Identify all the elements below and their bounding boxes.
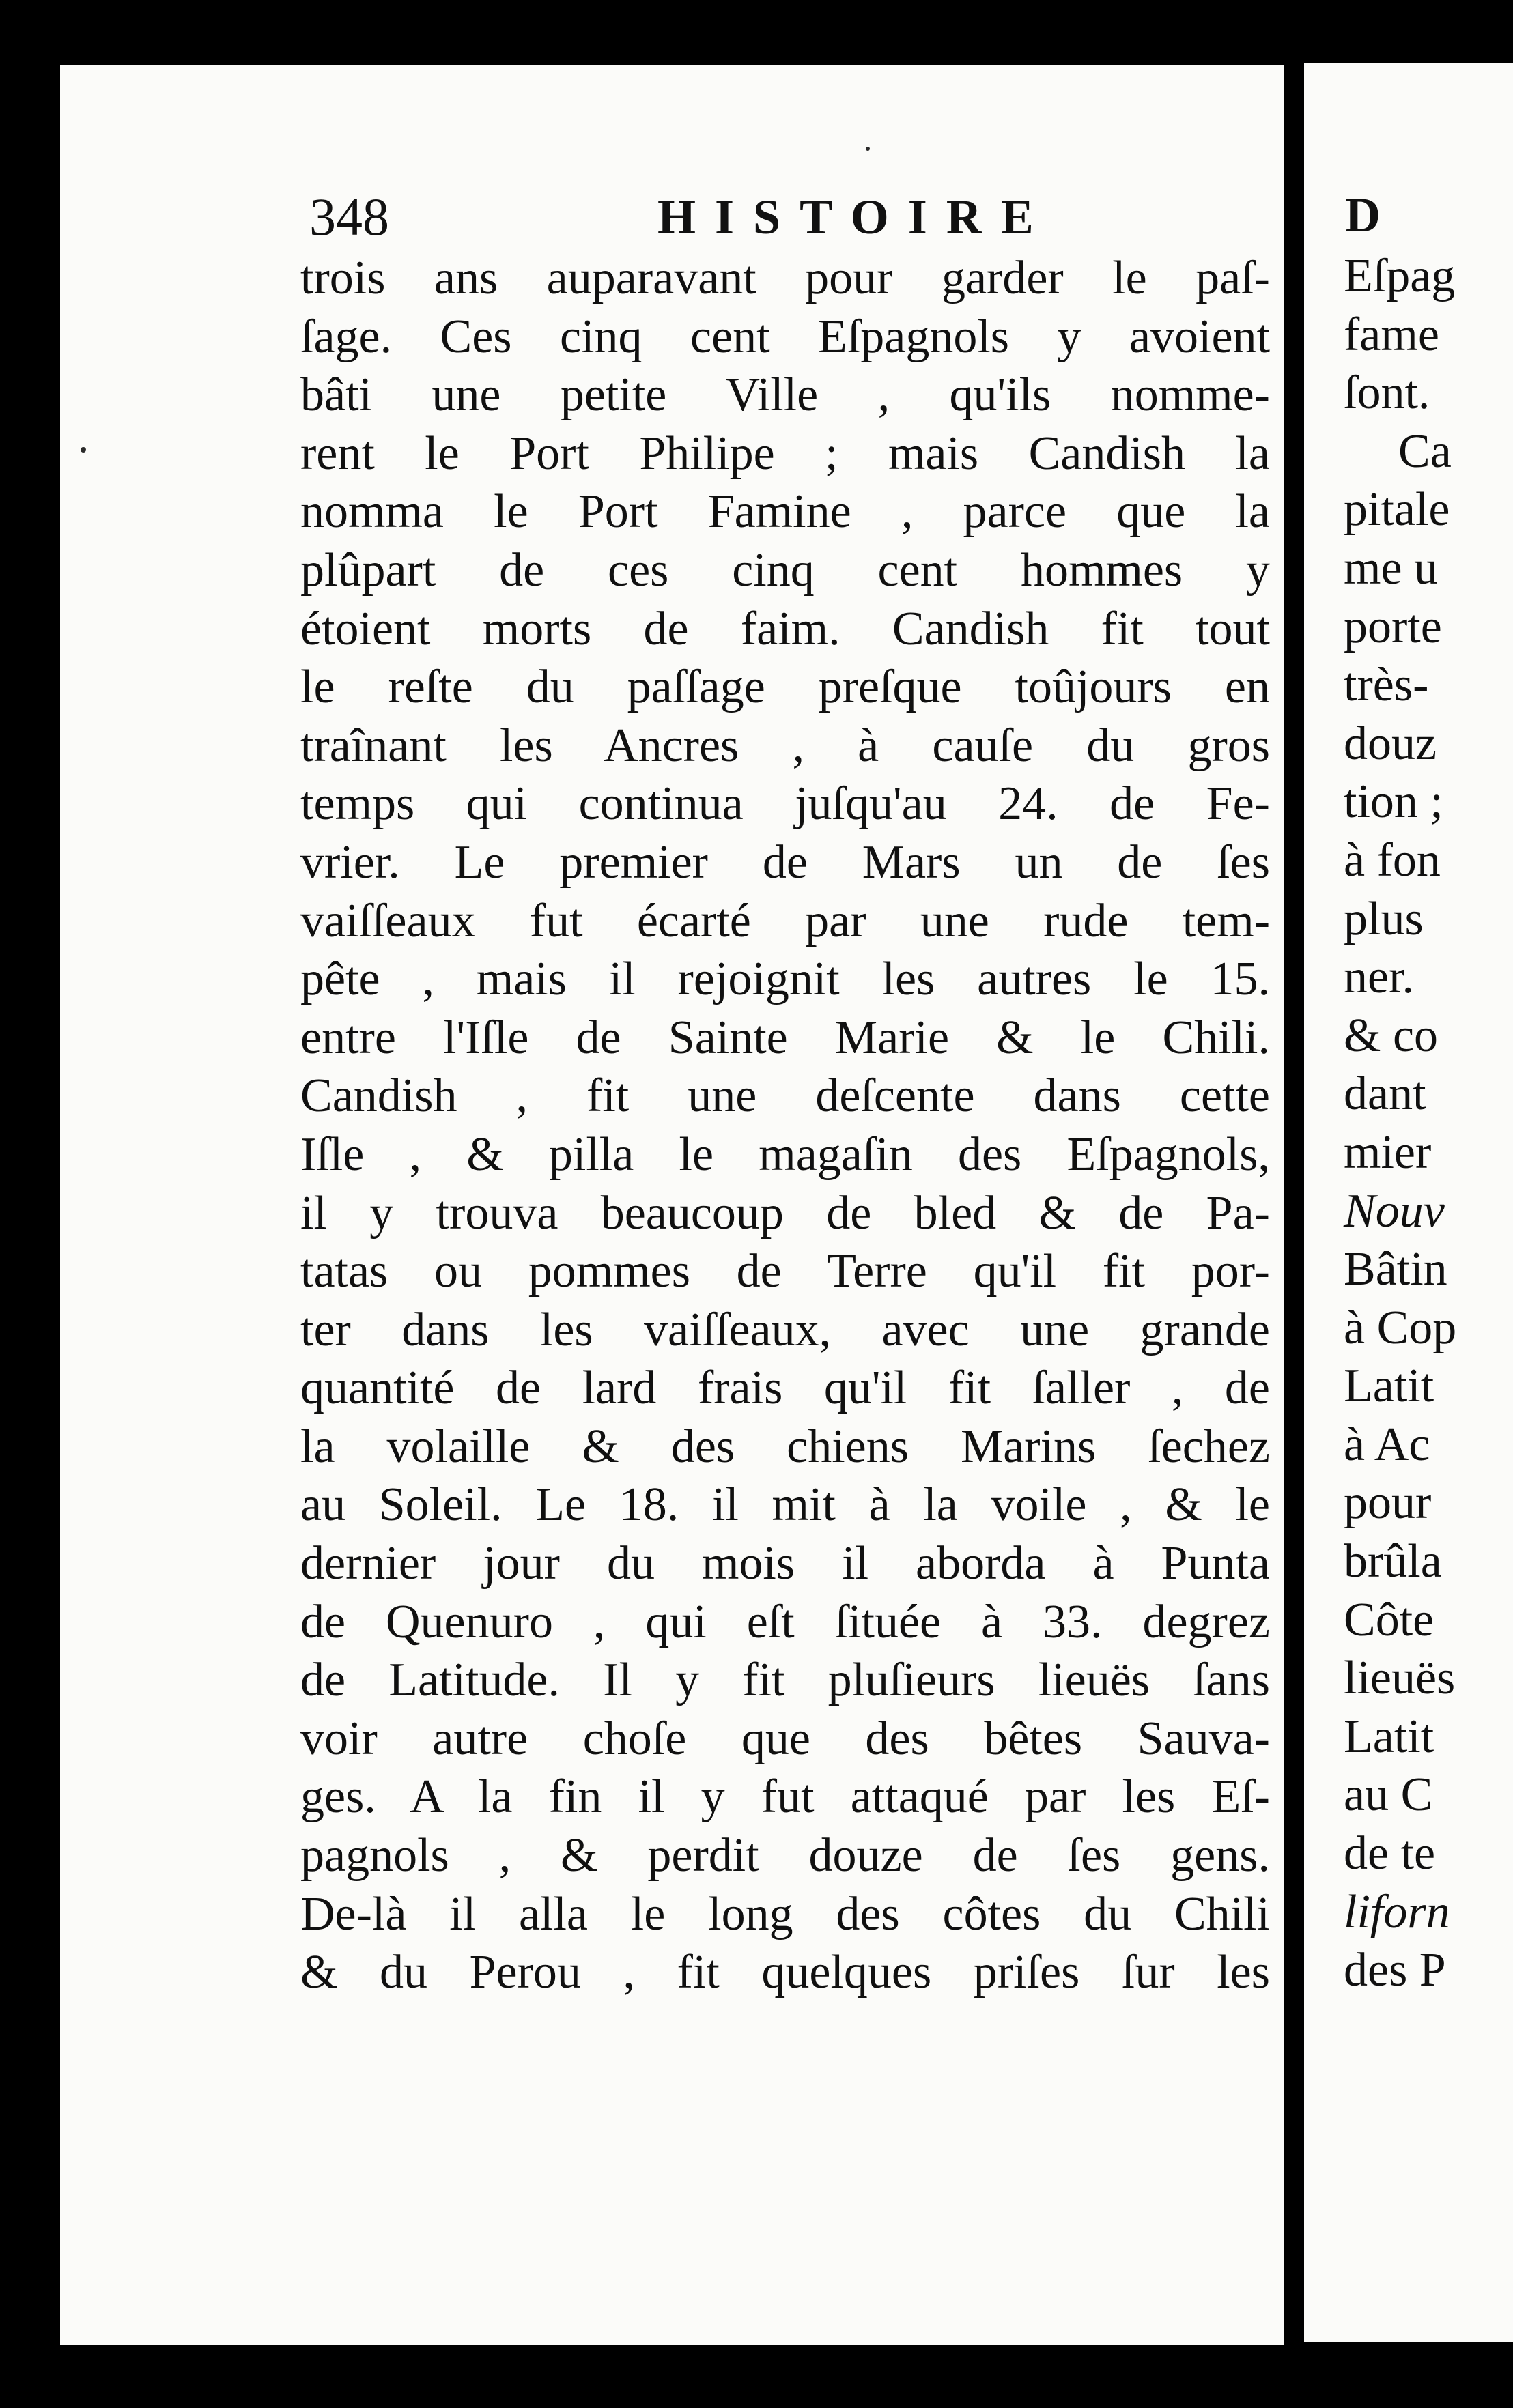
- running-title: D: [1345, 188, 1394, 242]
- text-line: douz: [1344, 717, 1437, 770]
- text-line: ſont.: [1344, 367, 1430, 420]
- text-line: vaiſſeaux fut écarté par une rude tem-: [300, 894, 1270, 947]
- text-line: quantité de lard frais qu'il fit ſaller , de: [300, 1362, 1270, 1415]
- text-line: me u: [1344, 541, 1439, 594]
- text-line: étoient morts de faim. Candish fit tout: [300, 602, 1270, 655]
- text-line: Eſpag: [1344, 250, 1456, 302]
- left-book-page: [60, 65, 1284, 2345]
- text-line: tatas ou pommes de Terre qu'il fit por-: [300, 1245, 1270, 1298]
- text-line: fame: [1344, 308, 1439, 361]
- text-line: & du Perou , fit quelques priſes ſur les: [300, 1946, 1270, 1999]
- text-line: Latit: [1344, 1360, 1434, 1413]
- text-line: pitale: [1344, 483, 1450, 536]
- text-line: de te: [1344, 1827, 1436, 1880]
- text-line: liforn: [1344, 1885, 1450, 1938]
- page-number: 348: [309, 187, 389, 246]
- text-line: De-là il alla le long des côtes du Chili: [300, 1887, 1270, 1940]
- running-title: HISTOIRE: [657, 190, 1053, 244]
- text-line: de Quenuro , qui eſt ſituée à 33. degrez: [300, 1595, 1270, 1648]
- text-line: nomma le Port Famine , parce que la: [300, 485, 1270, 539]
- text-line: ges. A la fin il y fut attaqué par les Eſ-: [300, 1771, 1270, 1824]
- text-line: voir autre choſe que des bêtes Sauva-: [300, 1712, 1270, 1765]
- text-line: trois ans auparavant pour garder le paſ-: [300, 252, 1270, 304]
- text-line: dant: [1344, 1067, 1426, 1121]
- ink-speck: [866, 147, 870, 151]
- text-line: Latit: [1344, 1710, 1434, 1763]
- text-line: à fon: [1344, 833, 1441, 887]
- text-line: vrier. Le premier de Mars un de ſes: [300, 835, 1270, 889]
- text-line: traînant les Ancres , à cauſe du gros: [300, 719, 1270, 772]
- text-line: Candish , fit une deſcente dans cette: [300, 1070, 1270, 1123]
- text-line: dernier jour du mois il aborda à Punta: [300, 1537, 1270, 1590]
- text-line: pagnols , & perdit douze de ſes gens.: [300, 1829, 1270, 1882]
- text-line: au C: [1344, 1768, 1433, 1822]
- text-line: ter dans les vaiſſeaux, avec une grande: [300, 1303, 1270, 1356]
- text-line: plûpart de ces cinq cent hommes y: [300, 543, 1270, 597]
- text-line: de Latitude. Il y fit pluſieurs lieuës ſans: [300, 1654, 1270, 1707]
- body-text: [1344, 247, 1513, 2000]
- text-line: & co: [1344, 1009, 1439, 1062]
- text-line: à Ac: [1344, 1418, 1430, 1471]
- text-line: Côte: [1344, 1593, 1434, 1646]
- body-text: [300, 249, 1270, 2002]
- text-line: des P: [1344, 1944, 1446, 1997]
- text-line: mier: [1344, 1126, 1432, 1179]
- text-line: au Soleil. Le 18. il mit à la voile , & le: [300, 1478, 1270, 1532]
- text-line: Nouv: [1344, 1184, 1445, 1237]
- text-line: ſage. Ces cinq cent Eſpagnols y avoient: [300, 310, 1270, 363]
- text-line: à Cop: [1344, 1301, 1457, 1354]
- text-line: Iſle , & pilla le magaſin des Eſpagnols,: [300, 1128, 1270, 1181]
- text-line: lieuës: [1344, 1652, 1456, 1705]
- text-line: pour: [1344, 1476, 1432, 1530]
- text-line: temps qui continua juſqu'au 24. de Fe-: [300, 777, 1270, 831]
- text-line: plus: [1344, 892, 1424, 945]
- text-line: porte: [1344, 600, 1442, 653]
- text-line: la volaille & des chiens Marins ſechez: [300, 1420, 1270, 1473]
- text-line: bâti une petite Ville , qu'ils nomme-: [300, 369, 1270, 422]
- text-line: il y trouva beaucoup de bled & de Pa-: [300, 1186, 1270, 1239]
- text-line: pête , mais il rejoignit les autres le 15.: [300, 953, 1270, 1006]
- text-line: le reſte du paſſage preſque toûjours en: [300, 661, 1270, 714]
- text-line: tion ;: [1344, 775, 1443, 829]
- text-line: Ca: [1398, 425, 1452, 478]
- ink-speck: [81, 447, 86, 453]
- right-book-page: [1304, 63, 1513, 2342]
- text-line: Bâtin: [1344, 1243, 1447, 1296]
- page-header: [309, 180, 1231, 255]
- text-line: brûla: [1344, 1535, 1442, 1588]
- text-line: très-: [1344, 659, 1429, 712]
- text-line: entre l'Iſle de Sainte Marie & le Chili.: [300, 1011, 1270, 1064]
- text-line: ner.: [1344, 951, 1415, 1004]
- text-line: rent le Port Philipe ; mais Candish la: [300, 427, 1270, 480]
